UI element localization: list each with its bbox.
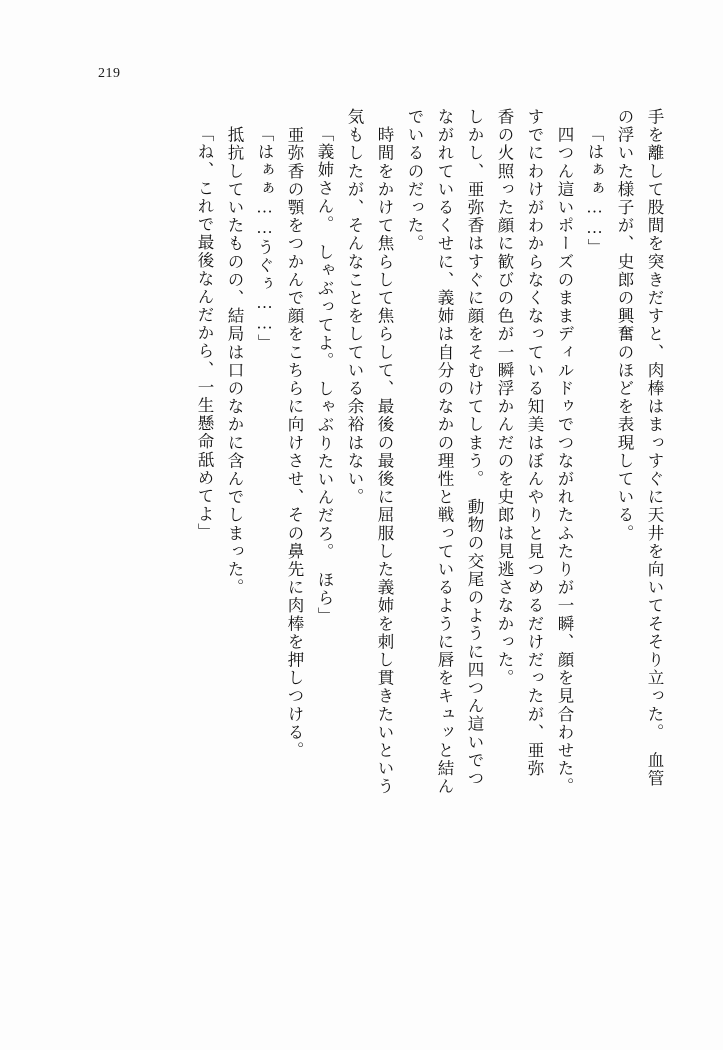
text-column: の浮いた様子が、史郎の興奮のほどを表現している。 (615, 108, 634, 543)
page-number: 219 (98, 66, 121, 81)
text-column: でいるのだった。 (405, 108, 424, 253)
text-column: 四つん這いポーズのままディルドゥでつながれたふたりが一瞬、顔を見合わせた。 (555, 108, 574, 796)
text-column: 「義姉さん。 しゃぶってよ。 しゃぶりたいんだろ。 ほら」 (315, 125, 334, 626)
text-column: すでにわけがわからなくなっている知美はぼんやりと見つめるだけだったが、亜弥 (525, 108, 544, 778)
text-column: 気もしたが、そんなことをしている余裕はない。 (345, 108, 364, 507)
text-column: しかし、亜弥香はすぐに顔をそむけてしまう。 動物の交尾のように四つん這いでつ (465, 108, 484, 788)
vertical-text-body (62, 108, 662, 988)
text-column: 「はぁぁ……」 (585, 125, 604, 257)
text-column: 「はぁぁ……うぐぅ……」 (255, 125, 274, 353)
text-column: 時間をかけて焦らして焦らして、最後の最後に屈服した義姉を刺し貫きたいという (375, 108, 394, 796)
text-column: ながれているくせに、義姉は自分のなかの理性と戦っているように唇をキュッと結ん (435, 108, 454, 796)
text-column: 香の火照った顔に歓びの色が一瞬浮かんだのを史郎は見逃さなかった。 (495, 108, 514, 688)
text-column: 「ね、これで最後なんだから、一生懸命舐めてよ」 (195, 125, 214, 542)
text-column: 手を離して股間を突きだすと、肉棒はまっすぐに天井を向いてそそり立った。 血管 (645, 108, 664, 788)
text-column: 抵抗していたものの、結局は口のなかに含んでしまった。 (225, 108, 244, 597)
text-column: 亜弥香の顎をつかんで顔をこちらに向けさせ、その鼻先に肉棒を押しつける。 (285, 108, 304, 760)
